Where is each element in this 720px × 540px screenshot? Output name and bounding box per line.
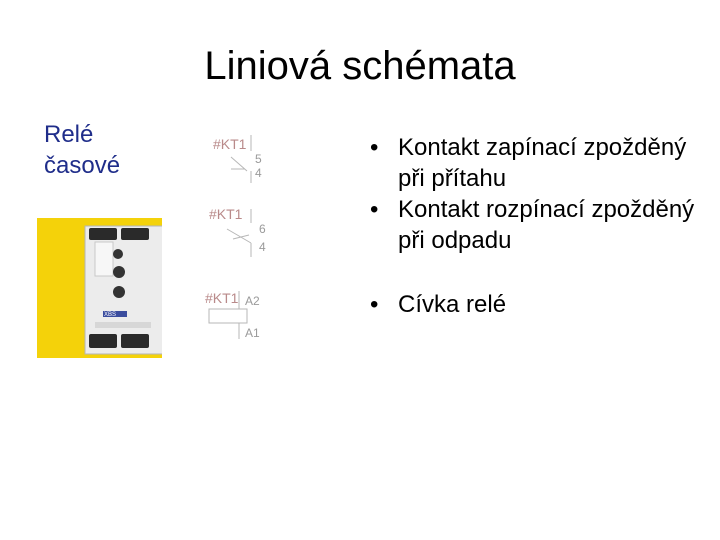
contact2-pin-bottom: 4 [259, 240, 266, 254]
contact1-label: #KT1 [213, 136, 247, 152]
bullet-item-3 [368, 289, 708, 320]
bullet-text-3: Cívka relé [398, 291, 507, 318]
slide-title-text: Liniová schémata [204, 44, 516, 88]
dial-2 [113, 266, 125, 278]
bullet-dot: • [370, 196, 379, 223]
side-label-line1: Relé [44, 121, 94, 148]
lower-panel [95, 322, 151, 328]
contact1-pin-bottom: 4 [255, 166, 262, 180]
device-label-panel [95, 242, 113, 276]
bullet-dot: • [370, 291, 379, 318]
coil-label: #KT1 [205, 290, 239, 306]
relay-photo [37, 218, 162, 358]
top-terminal-left [89, 228, 117, 240]
contact2-label: #KT1 [209, 206, 243, 222]
contact1-pin-top: 5 [255, 152, 262, 166]
bullet-list [368, 132, 708, 320]
contact2-delay-symbol [227, 229, 251, 243]
bullet-text-2: Kontakt rozpínací zpožděný při odpadu [398, 196, 695, 254]
coil-pin-top: A2 [245, 294, 260, 308]
contact2-pin-top: 6 [259, 222, 266, 236]
dial-3 [113, 286, 125, 298]
bottom-terminal-right [121, 334, 149, 348]
side-label [44, 119, 120, 181]
bullet-item-1 [368, 132, 708, 194]
bullet-dot: • [370, 134, 379, 161]
bullet-item-2 [368, 194, 708, 256]
bottom-terminal-left [89, 334, 117, 348]
ladder-diagram [195, 125, 305, 355]
timer-relay-device-image [37, 218, 162, 358]
bullet-text-1: Kontakt zapínací zpožděný při přítahu [398, 134, 687, 192]
top-terminal-right [121, 228, 149, 240]
dial-1 [113, 249, 123, 259]
slide-title [0, 44, 720, 89]
coil-symbol [209, 309, 247, 323]
contact1-delay-symbol [231, 157, 247, 171]
brand-text: XBS [104, 312, 117, 318]
side-label-line2: časové [44, 152, 121, 179]
coil-pin-bottom: A1 [245, 326, 260, 340]
